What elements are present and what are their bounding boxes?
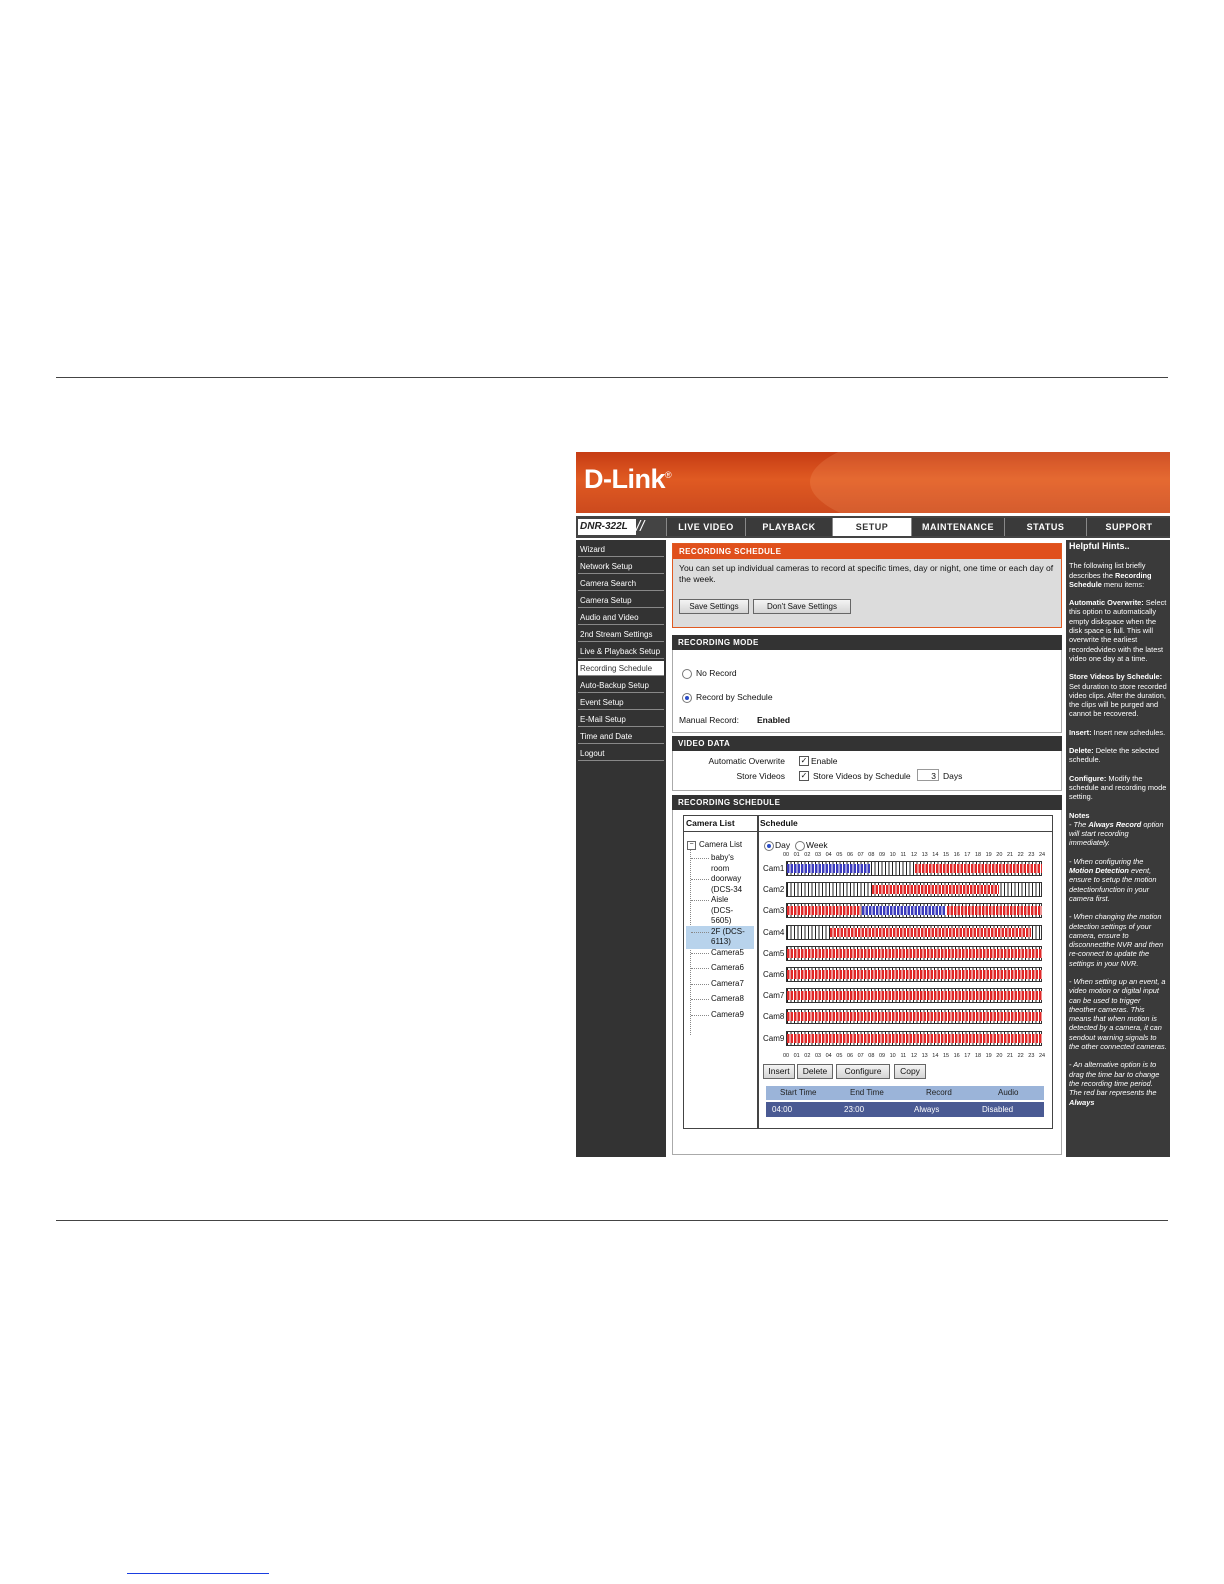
- tab-support[interactable]: SUPPORT: [1086, 518, 1170, 536]
- intro-section: [672, 543, 1062, 628]
- hour-tick-label: 23: [1028, 1053, 1035, 1059]
- schedule-segment[interactable]: [862, 906, 946, 915]
- sidebar-item-time-date[interactable]: Time and Date: [578, 729, 664, 744]
- intro-text: You can set up individual cameras to record at specific times, day or night, one time or each day of the week.: [679, 563, 1054, 584]
- banner-swoosh: [810, 452, 1170, 513]
- top-divider: [56, 377, 1168, 378]
- hour-tick-label: 22: [1017, 1053, 1024, 1059]
- camera-timeline-bar[interactable]: [786, 861, 1042, 876]
- tree-connector: [691, 879, 709, 880]
- hour-tick-label: 18: [974, 852, 982, 858]
- tree-root-label[interactable]: Camera List: [699, 840, 743, 849]
- note-event-setup: - When setting up an event, a video motion or digital input can be used to trigger theother cameras. This means that when motion is detected by a camera, it can sendout warning signals to the other connected cameras.: [1069, 976, 1167, 1052]
- video-data-title: VIDEO DATA: [672, 736, 1062, 751]
- hour-tick-label: 14: [932, 852, 939, 858]
- no-record-radio[interactable]: [682, 669, 692, 679]
- store-videos-label: Store Videos: [736, 771, 785, 781]
- tree-connector: [691, 858, 709, 859]
- tree-item-label[interactable]: 6113): [711, 937, 731, 946]
- sidebar-item-2nd-stream[interactable]: 2nd Stream Settings: [578, 627, 664, 642]
- tab-live-video[interactable]: LIVE VIDEO: [666, 518, 745, 536]
- recording-mode-title: RECORDING MODE: [672, 635, 1062, 650]
- tree-item-label[interactable]: doorway: [711, 874, 742, 883]
- hour-tick-label: 05: [836, 1053, 843, 1059]
- tree-item-label[interactable]: (DCS-34: [711, 884, 743, 894]
- hint-delete: Delete: Delete the selected schedule.: [1069, 746, 1159, 765]
- tree-connector: [691, 900, 709, 901]
- tab-setup[interactable]: SETUP: [832, 518, 911, 536]
- tree-item-label[interactable]: Camera7: [711, 978, 744, 988]
- schedule-segment[interactable]: [787, 1012, 1042, 1021]
- tab-status[interactable]: STATUS: [1004, 518, 1086, 536]
- top-nav: [576, 516, 1170, 538]
- sidebar: [576, 540, 666, 1157]
- tree-item-label[interactable]: Camera6: [711, 963, 744, 972]
- hour-tick-label: 17: [964, 852, 971, 858]
- hour-tick-label: 15: [942, 852, 950, 858]
- week-view-label: Week: [806, 840, 828, 850]
- hour-tick-label: 04: [825, 852, 832, 858]
- camera-timeline-bar[interactable]: [786, 903, 1042, 918]
- day-view-radio[interactable]: [764, 841, 774, 851]
- schedule-grid-header: [766, 1086, 1044, 1100]
- no-record-label: No Record: [696, 668, 737, 678]
- week-view-radio[interactable]: [795, 841, 805, 851]
- camera-timeline-bar[interactable]: [786, 1031, 1042, 1046]
- hour-tick-label: 00: [782, 852, 790, 858]
- panel-divider: [757, 816, 759, 1128]
- auto-overwrite-checkbox[interactable]: ✓: [800, 756, 808, 765]
- hour-tick-label: 16: [953, 1053, 960, 1059]
- hour-tick-label: 01: [793, 1053, 800, 1059]
- row-record: Always: [914, 1105, 940, 1114]
- dlink-logo: D-Link®: [584, 464, 672, 494]
- hour-tick-label: 09: [878, 852, 886, 858]
- tree-item-label[interactable]: Camera8: [711, 994, 744, 1003]
- camera-row-label: Cam4: [763, 927, 785, 937]
- row-start-time: 04:00: [772, 1105, 793, 1114]
- hour-tick-label: 19: [985, 1053, 992, 1059]
- configure-button[interactable]: Configure: [836, 1064, 890, 1079]
- sidebar-item-camera-search[interactable]: Camera Search: [578, 576, 664, 591]
- hints-intro: The following list briefly describes the Recording Schedule menu items:: [1069, 561, 1152, 589]
- schedule-segment[interactable]: [787, 970, 1042, 979]
- camera-row-label: Cam5: [763, 948, 785, 958]
- camera-timeline-bar[interactable]: [786, 1009, 1042, 1024]
- auto-overwrite-label: Automatic Overwrite: [708, 756, 785, 766]
- hour-tick-label: 11: [900, 852, 907, 858]
- hour-tick-label: 22: [1017, 852, 1024, 858]
- hour-tick-label: 07: [857, 852, 864, 858]
- col-record: Record: [926, 1088, 952, 1097]
- schedule-segment[interactable]: [915, 864, 1042, 873]
- panel-header-line: [684, 831, 1052, 832]
- hint-auto-overwrite: Automatic Overwrite: Select this option to automatically empty diskspace when the disk space is full. This will overwrite the earliest recordedvideo with the latest video one day at a time.: [1069, 598, 1167, 663]
- copy-button[interactable]: Copy: [894, 1064, 926, 1079]
- day-view-label: Day: [775, 840, 791, 850]
- intro-title: RECORDING SCHEDULE: [673, 544, 1061, 559]
- hint-store-videos: Store Videos by Schedule: Set duration to store recorded video clips. After the duration, the clips will be purged and cannot be recovered.: [1069, 672, 1167, 719]
- hour-tick-label: 04: [825, 1053, 832, 1059]
- main-content: [666, 540, 1064, 1157]
- sidebar-item-network-setup[interactable]: Network Setup: [578, 559, 664, 574]
- tree-connector: [691, 999, 709, 1000]
- video-data-section: [672, 736, 1062, 790]
- schedule-segment[interactable]: [787, 864, 871, 873]
- hour-tick-label: 10: [889, 852, 896, 858]
- hour-tick-label: 08: [868, 1053, 875, 1059]
- tree-item-label[interactable]: (DCS-: [711, 905, 734, 915]
- col-audio: Audio: [998, 1088, 1019, 1097]
- schedule-segment[interactable]: [830, 928, 1032, 937]
- hint-configure: Configure: Modify the schedule and recording mode setting.: [1069, 773, 1167, 802]
- tree-item-label[interactable]: Camera5: [711, 947, 744, 957]
- manual-record-value: Enabled: [757, 715, 791, 725]
- store-days-unit: Days: [943, 771, 963, 781]
- hour-tick-label: 03: [814, 852, 822, 858]
- hint-insert: Insert: Insert new schedules.: [1069, 727, 1166, 737]
- tree-item-label[interactable]: baby's: [711, 853, 734, 862]
- hour-tick-label: 16: [953, 852, 960, 858]
- sidebar-item-camera-setup[interactable]: Camera Setup: [578, 593, 664, 608]
- col-end-time: End Time: [850, 1088, 884, 1097]
- hour-tick-label: 09: [878, 1053, 886, 1059]
- hour-tick-label: 02: [804, 852, 811, 858]
- hour-tick-label: 12: [910, 852, 918, 858]
- schedule-title: RECORDING SCHEDULE: [672, 795, 1062, 810]
- hour-tick-label: 20: [996, 852, 1003, 858]
- col-start-time: Start Time: [780, 1088, 817, 1097]
- hour-tick-label: 07: [857, 1053, 864, 1059]
- hour-tick-label: 08: [868, 852, 875, 858]
- tab-playback[interactable]: PLAYBACK: [745, 518, 832, 536]
- auto-overwrite-option: Enable: [811, 756, 838, 766]
- camera-row-label: Cam2: [763, 885, 785, 895]
- schedule-segment[interactable]: [787, 906, 861, 915]
- dont-save-settings-button[interactable]: Don't Save Settings: [753, 599, 851, 614]
- camera-timeline-bar[interactable]: [786, 946, 1042, 961]
- camera-timeline-bar[interactable]: [786, 967, 1042, 982]
- tree-item-label[interactable]: Aisle: [711, 895, 729, 904]
- tree-connector: [691, 932, 709, 933]
- schedule-segment[interactable]: [787, 991, 1042, 1000]
- hour-tick-label: 11: [900, 1053, 907, 1059]
- tree-connector: [691, 953, 709, 954]
- camera-timeline-bar[interactable]: [786, 988, 1042, 1003]
- tree-collapse-icon[interactable]: −: [687, 841, 696, 850]
- row-audio: Disabled: [982, 1105, 1014, 1114]
- hour-tick-label: 06: [846, 1053, 854, 1059]
- camera-list-header: Camera List: [686, 818, 735, 828]
- hour-tick-label: 02: [804, 1053, 811, 1059]
- camera-row-label: Cam8: [763, 1012, 785, 1022]
- hour-tick-label: 14: [932, 1053, 939, 1059]
- tab-maintenance[interactable]: MAINTENANCE: [911, 518, 1004, 536]
- sidebar-item-event-setup[interactable]: Event Setup: [578, 695, 664, 710]
- save-settings-button[interactable]: Save Settings: [679, 599, 749, 614]
- camera-row-label: Cam7: [763, 991, 785, 1001]
- camera-row-label: Cam1: [763, 864, 785, 873]
- camera-row-label: Cam9: [763, 1033, 785, 1043]
- tree-connector: [691, 1015, 709, 1016]
- record-by-schedule-label: Record by Schedule: [696, 692, 773, 702]
- hour-tick-label: 21: [1006, 852, 1014, 858]
- hints-title: Helpful Hints..: [1069, 541, 1130, 551]
- hour-tick-label: 06: [846, 852, 854, 858]
- hour-tick-label: 20: [996, 1053, 1003, 1059]
- hour-tick-label: 01: [793, 852, 800, 858]
- camera-timeline-bar[interactable]: [786, 882, 1042, 897]
- schedule-segment[interactable]: [787, 1034, 1042, 1043]
- tree-item-label[interactable]: room: [711, 863, 730, 873]
- bottom-divider: [56, 1220, 1168, 1221]
- note-drag-time-bar: - An alternative option is to drag the time bar to change the recording time period. The red bar represents the Always: [1069, 1060, 1160, 1107]
- note-motion-settings: - When changing the motion detection settings of your camera, ensure to disconnectthe NVR and then re-connect to update the settings in your NVR.: [1069, 912, 1164, 968]
- tree-item-label[interactable]: Camera9: [711, 1009, 744, 1019]
- hour-tick-label: 00: [782, 1053, 790, 1059]
- hour-tick-label: 13: [921, 852, 928, 858]
- sidebar-item-wizard[interactable]: Wizard: [578, 542, 664, 557]
- delete-button[interactable]: Delete: [797, 1064, 833, 1079]
- schedule-segment[interactable]: [787, 949, 1042, 958]
- camera-timeline-bar[interactable]: [786, 925, 1042, 940]
- notes-title: Notes: [1069, 810, 1090, 820]
- manual-record-label: Manual Record:: [679, 715, 740, 725]
- hour-tick-label: 12: [910, 1053, 918, 1059]
- record-by-schedule-radio[interactable]: [682, 693, 692, 703]
- camera-row-label: Cam6: [763, 970, 785, 979]
- hour-tick-label: 23: [1028, 852, 1035, 858]
- hour-tick-label: 10: [889, 1053, 896, 1059]
- header-banner: [576, 452, 1170, 513]
- sidebar-item-email-setup[interactable]: E-Mail Setup: [578, 712, 664, 727]
- hour-tick-label: 13: [921, 1053, 928, 1059]
- note-always-record: - The Always Record option will start recording immediately.: [1069, 819, 1164, 848]
- sidebar-item-logout[interactable]: Logout: [578, 746, 664, 761]
- hour-tick-label: 24: [1038, 1053, 1046, 1059]
- insert-button[interactable]: Insert: [763, 1064, 795, 1079]
- sidebar-item-auto-backup[interactable]: Auto-Backup Setup: [578, 678, 664, 693]
- hour-tick-label: 24: [1038, 852, 1046, 858]
- schedule-header: Schedule: [760, 818, 798, 828]
- sidebar-item-recording-schedule[interactable]: Recording Schedule: [578, 661, 664, 676]
- tree-item-label[interactable]: 5605): [711, 916, 732, 925]
- hour-tick-label: 05: [836, 852, 843, 858]
- tree-connector: [691, 984, 709, 985]
- hour-tick-label: 18: [974, 1053, 982, 1059]
- hour-tick-label: 17: [964, 1053, 971, 1059]
- helpful-hints-panel: [1066, 540, 1170, 1157]
- nvr-web-ui: [576, 452, 1170, 1157]
- camera-row-label: Cam3: [763, 906, 785, 916]
- sidebar-item-live-playback[interactable]: Live & Playback Setup: [578, 644, 664, 659]
- tree-item-label[interactable]: 2F (DCS-: [711, 926, 745, 936]
- schedule-section: [672, 795, 1062, 1154]
- hour-tick-label: 15: [942, 1053, 950, 1059]
- schedule-panel: [683, 815, 1053, 1129]
- store-videos-option: Store Videos by Schedule: [813, 771, 911, 781]
- store-videos-checkbox[interactable]: ✓: [800, 771, 808, 780]
- hour-tick-label: 19: [985, 852, 992, 858]
- sidebar-item-audio-video[interactable]: Audio and Video: [578, 610, 664, 625]
- schedule-segment[interactable]: [872, 885, 999, 894]
- store-days-input[interactable]: 3: [917, 769, 939, 781]
- note-motion-detection: - When configuring the Motion Detection event, ensure to setup the motion detectionfunction in your camera first.: [1069, 856, 1157, 903]
- tree-connector: [691, 968, 709, 969]
- footer-link-underline[interactable]: [127, 1573, 269, 1574]
- hour-tick-label: 03: [814, 1053, 822, 1059]
- row-end-time: 23:00: [844, 1105, 865, 1114]
- schedule-segment[interactable]: [947, 906, 1042, 915]
- recording-mode-section: [672, 635, 1062, 732]
- slash-decoration: //: [636, 518, 645, 535]
- hour-tick-label: 21: [1006, 1053, 1014, 1059]
- model-label: DNR-322L: [578, 519, 636, 535]
- schedule-grid-row[interactable]: [766, 1102, 1044, 1117]
